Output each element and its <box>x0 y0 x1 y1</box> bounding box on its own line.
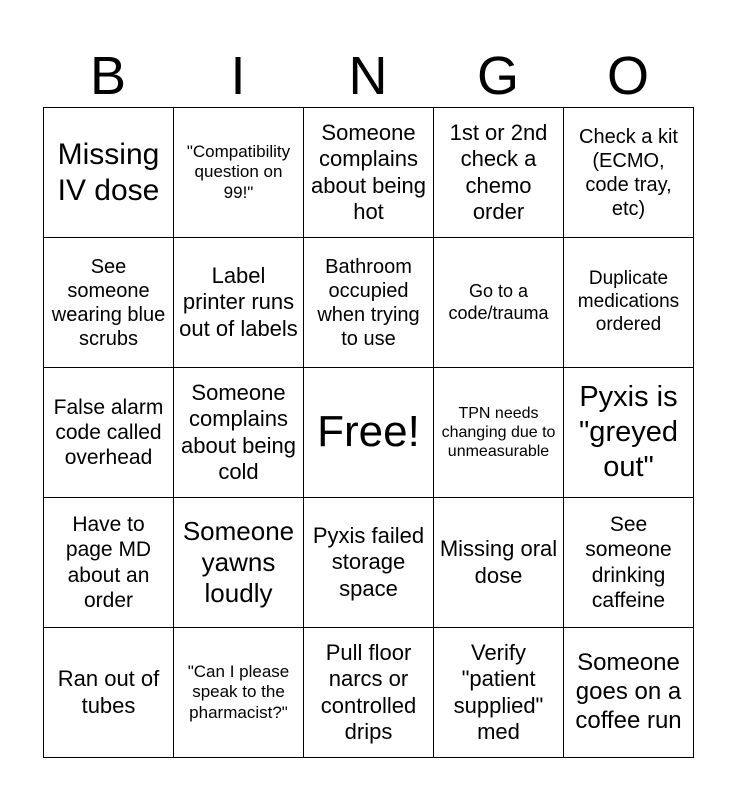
bingo-row <box>44 368 694 498</box>
bingo-cell[interactable]: 1st or 2nd check a chemo order <box>434 108 564 238</box>
bingo-row <box>44 628 694 758</box>
bingo-cell[interactable]: Someone complains about being hot <box>304 108 434 238</box>
bingo-cell[interactable]: Pyxis failed storage space <box>304 498 434 628</box>
bingo-cell[interactable]: See someone wearing blue scrubs <box>44 238 174 368</box>
bingo-row <box>44 498 694 628</box>
bingo-cell[interactable]: Someone complains about being cold <box>174 368 304 498</box>
header-letter-n: N <box>348 46 388 106</box>
bingo-cell[interactable]: Label printer runs out of labels <box>174 238 304 368</box>
header-letter-i: I <box>230 46 246 106</box>
header-letter-o: O <box>606 46 649 106</box>
header-letter-b: B <box>89 46 127 106</box>
bingo-cell[interactable]: Ran out of tubes <box>44 628 174 758</box>
bingo-header <box>43 44 693 108</box>
header-letter-g: G <box>476 46 519 106</box>
bingo-cell[interactable]: Verify "patient supplied" med <box>434 628 564 758</box>
bingo-row <box>44 238 694 368</box>
bingo-board <box>43 107 694 758</box>
bingo-cell[interactable]: "Compatibility question on 99!" <box>174 108 304 238</box>
bingo-cell[interactable]: TPN needs changing due to unmeasurable <box>434 368 564 498</box>
bingo-cell[interactable]: Someone goes on a coffee run <box>564 628 694 758</box>
bingo-cell[interactable]: Free! <box>304 368 434 498</box>
bingo-row <box>44 108 694 238</box>
bingo-cell[interactable]: Pull floor narcs or controlled drips <box>304 628 434 758</box>
bingo-cell[interactable]: Go to a code/trauma <box>434 238 564 368</box>
bingo-cell[interactable]: Missing IV dose <box>44 108 174 238</box>
bingo-cell[interactable]: Missing oral dose <box>434 498 564 628</box>
bingo-cell[interactable]: Duplicate medications ordered <box>564 238 694 368</box>
bingo-cell[interactable]: False alarm code called overhead <box>44 368 174 498</box>
bingo-cell[interactable]: See someone drinking caffeine <box>564 498 694 628</box>
bingo-cell[interactable]: Someone yawns loudly <box>174 498 304 628</box>
bingo-cell[interactable]: Pyxis is "greyed out" <box>564 368 694 498</box>
bingo-cell[interactable]: Check a kit (ECMO, code tray, etc) <box>564 108 694 238</box>
bingo-cell[interactable]: Have to page MD about an order <box>44 498 174 628</box>
bingo-cell[interactable]: "Can I please speak to the pharmacist?" <box>174 628 304 758</box>
bingo-cell[interactable]: Bathroom occupied when trying to use <box>304 238 434 368</box>
